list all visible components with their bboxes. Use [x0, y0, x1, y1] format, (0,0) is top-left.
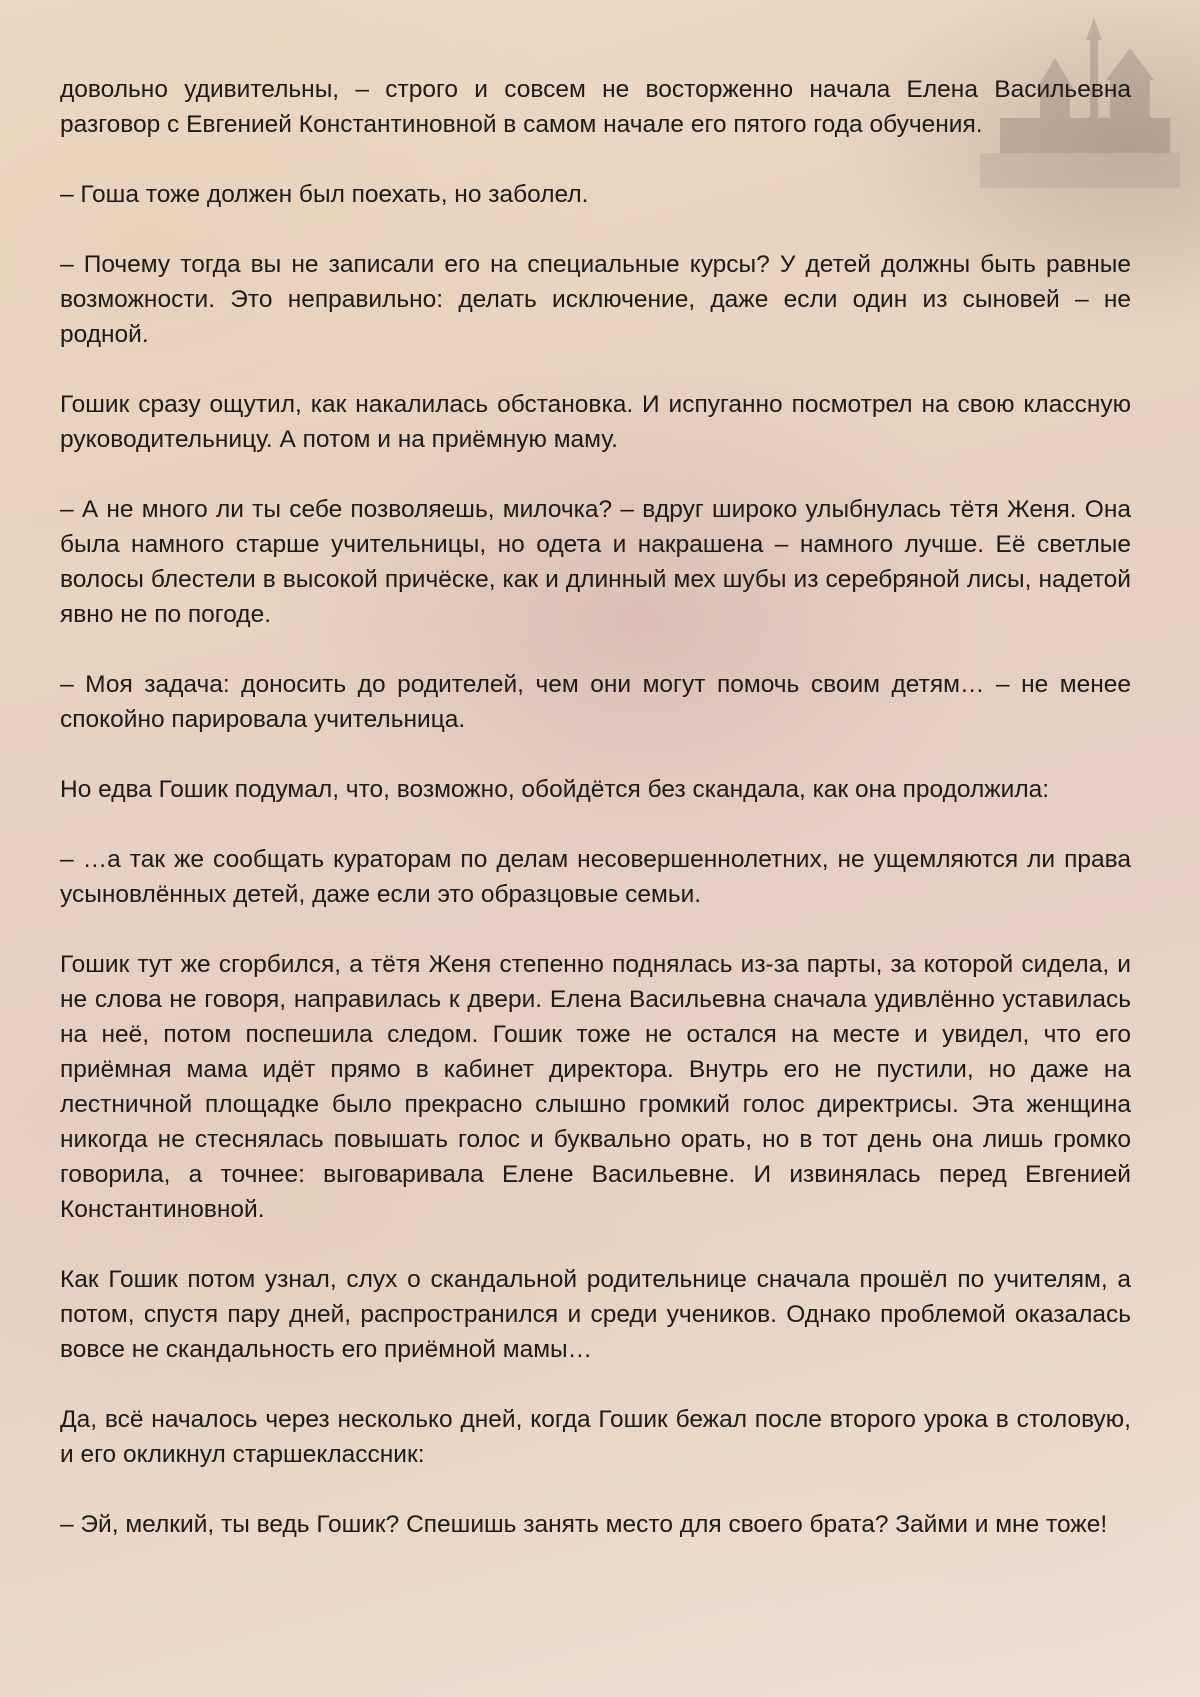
paragraph: Гошик тут же сгорбился, а тётя Женя степенно поднялась из-за парты, за которой сидела, и не слова не говоря, направилась к двери. Елена Васильевна сначала удивлённо уставилась на неё, потом поспешила следом. Гошик тоже не остался на месте и увидел, что его приёмная мама идёт прямо в кабинет директора. Внутрь его не пустили, но даже на лестничной площадке было прекрасно слышно громкий голос директрисы. Эта женщина никогда не стеснялась повышать голос и буквально орать, но в тот день она лишь громко говорила, а точнее: выговаривала Елене Васильевне. И извинялась перед Евгенией Константиновной. [60, 951, 1131, 1223]
paragraph: Гошик сразу ощутил, как накалилась обстановка. И испуганно посмотрел на свою классную руководительницу. А потом и на приёмную маму. [60, 391, 1131, 453]
paragraph: довольно удивительны, – строго и совсем не восторженно начала Елена Васильевна разговор с Евгенией Константиновной в самом начале его пятого года обучения. [60, 76, 1131, 138]
paragraph: – Почему тогда вы не записали его на специальные курсы? У детей должны быть равные возможности. Это неправильно: делать исключение, даже если один из сыновей – не родной. [60, 251, 1131, 348]
paragraph: – Моя задача: доносить до родителей, чем они могут помочь своим детям… – не менее спокойно парировала учительница. [60, 671, 1131, 733]
story-text [60, 72, 1131, 1577]
paragraph: – …а так же сообщать кураторам по делам несовершеннолетних, не ущемляются ли права усыновлённых детей, даже если это образцовые семьи. [60, 846, 1131, 908]
paragraph: – Гоша тоже должен был поехать, но заболел. [60, 181, 589, 208]
paragraph: – А не много ли ты себе позволяешь, милочка? – вдруг широко улыбнулась тётя Женя. Она была намного старше учительницы, но одета и накрашена – намного лучше. Её светлые волосы блестели в высокой причёске, как и длинный мех шубы из серебряной лисы, надетой явно не по погоде. [60, 496, 1131, 628]
paragraph: Да, всё началось через несколько дней, когда Гошик бежал после второго урока в столовую, и его окликнул старшеклассник: [60, 1406, 1131, 1468]
paragraph: – Эй, мелкий, ты ведь Гошик? Спешишь занять место для своего брата? Займи и мне тоже! [60, 1511, 1108, 1538]
paragraph: Как Гошик потом узнал, слух о скандальной родительнице сначала прошёл по учителям, а потом, спустя пару дней, распространился и среди учеников. Однако проблемой оказалась вовсе не скандальность его приёмной мамы… [60, 1266, 1131, 1363]
paragraph: Но едва Гошик подумал, что, возможно, обойдётся без скандала, как она продолжила: [60, 776, 1050, 803]
